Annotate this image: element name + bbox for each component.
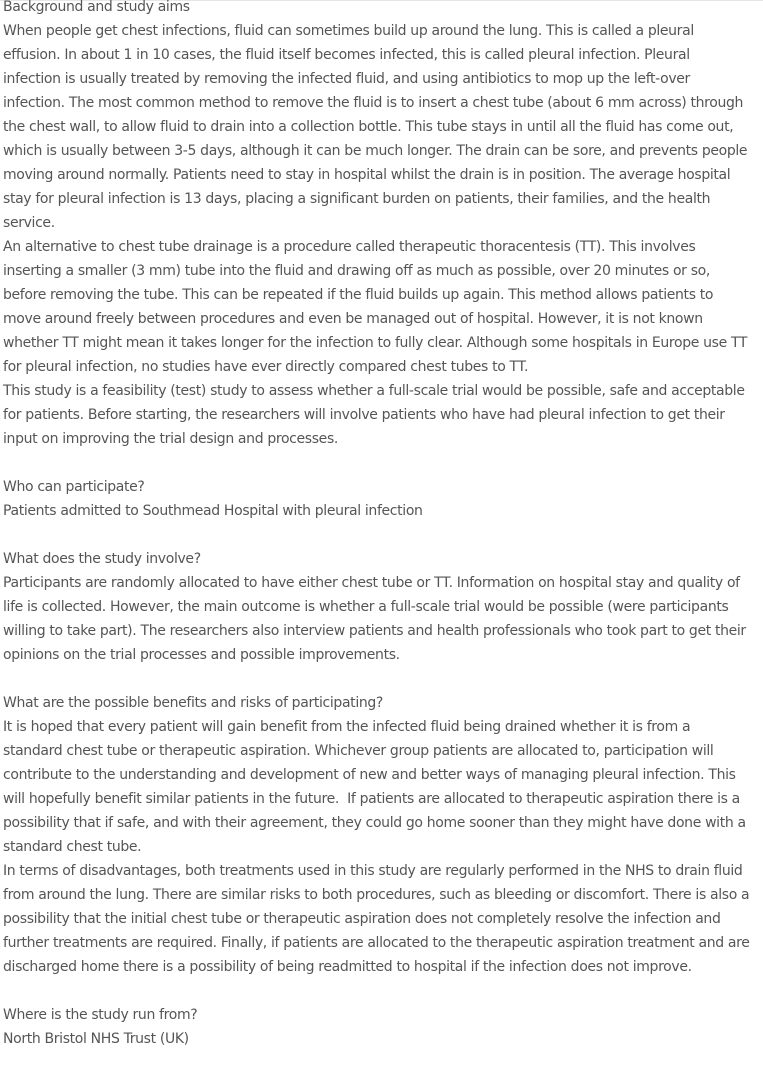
section-paragraph: In terms of disadvantages, both treatments used in this study are regularly performed in the NHS to drain fluid from around the lung. There are similar risks to both procedures, such as bleeding or discomfort. There is also a possibility that the initial chest tube or therapeutic aspiration does not completely resolve the infection and further treatments are required. Finally, if patients are allocated to the therapeutic aspiration treatment and are discharged home there is a possibility of being readmitted to hospital if the infection does not improve. [3, 863, 754, 975]
section-study-location [3, 1003, 751, 1051]
section-paragraph: When people get chest infections, fluid can sometimes build up around the lung. This is called a pleural effusion. In about 1 in 10 cases, the fluid itself becomes infected, this is called pleural infection. Pleural infection is usually treated by removing the infected fluid, and using antibiotics to mop up the left-over infection. The most common method to remove the fluid is to insert a chest tube (about 6 mm across) through the chest wall, to allow fluid to drain into a collection bottle. This tube stays in until all the fluid has come out, which is usually between 3-5 days, although it can be much longer. The drain can be sore, and prevents people moving around normally. Patients need to stay in hospital whilst the drain is in position. The average hospital stay for pleural infection is 13 days, placing a significant burden on patients, their families, and the health service. [3, 23, 752, 231]
section-heading: Background and study aims [3, 0, 190, 15]
section-paragraph: It is hoped that every patient will gain benefit from the infected fluid being drained whether it is from a standard chest tube or therapeutic aspiration. Whichever group patients are allocated to, participation will contribute to the understanding and development of new and better ways of managing pleural infection. This will hopefully benefit similar patients in the future. If patients are allocated to therapeutic aspiration there is a possibility that if safe, and with their agreement, they could go home sooner than they might have done with a standard chest tube. [3, 719, 750, 855]
section-heading: Where is the study run from? [3, 1007, 198, 1023]
section-paragraph: This study is a feasibility (test) study to assess whether a full-scale trial would be possible, safe and acceptable for patients. Before starting, the researchers will involve patients who have had pleural infection to get their input on improving the trial design and processes. [3, 383, 749, 447]
section-who-can-participate [3, 475, 751, 523]
section-paragraph: Patients admitted to Southmead Hospital with pleural infection [3, 503, 423, 519]
study-summary-document [3, 0, 754, 1075]
section-paragraph: Participants are randomly allocated to have either chest tube or TT. Information on hospital stay and quality of life is collected. However, the main outcome is whether a full-scale trial would be possible (were participants willing to take part). The researchers also interview patients and health professionals who took part to get their opinions on the trial processes and possible improvements. [3, 575, 750, 663]
section-benefits-and-risks [3, 691, 754, 979]
section-heading: What are the possible benefits and risks of participating? [3, 695, 384, 711]
section-heading: Who can participate? [3, 479, 145, 495]
section-paragraph: North Bristol NHS Trust (UK) [3, 1031, 189, 1047]
section-background [3, 0, 751, 451]
section-heading: What does the study involve? [3, 551, 201, 567]
section-study-involvement [3, 547, 751, 667]
section-paragraph: An alternative to chest tube drainage is a procedure called therapeutic thoracentesis (TT). This involves inserting a smaller (3 mm) tube into the fluid and drawing off as much as possible, over 20 minutes or so, before removing the tube. This can be repeated if the fluid builds up again. This method allows patients to move around freely between procedures and even be managed out of hospital. However, it is not known whether TT might mean it takes longer for the infection to fully clear. Although some hospitals in Europe use TT for pleural infection, no studies have ever directly compared chest tubes to TT. [3, 239, 752, 375]
